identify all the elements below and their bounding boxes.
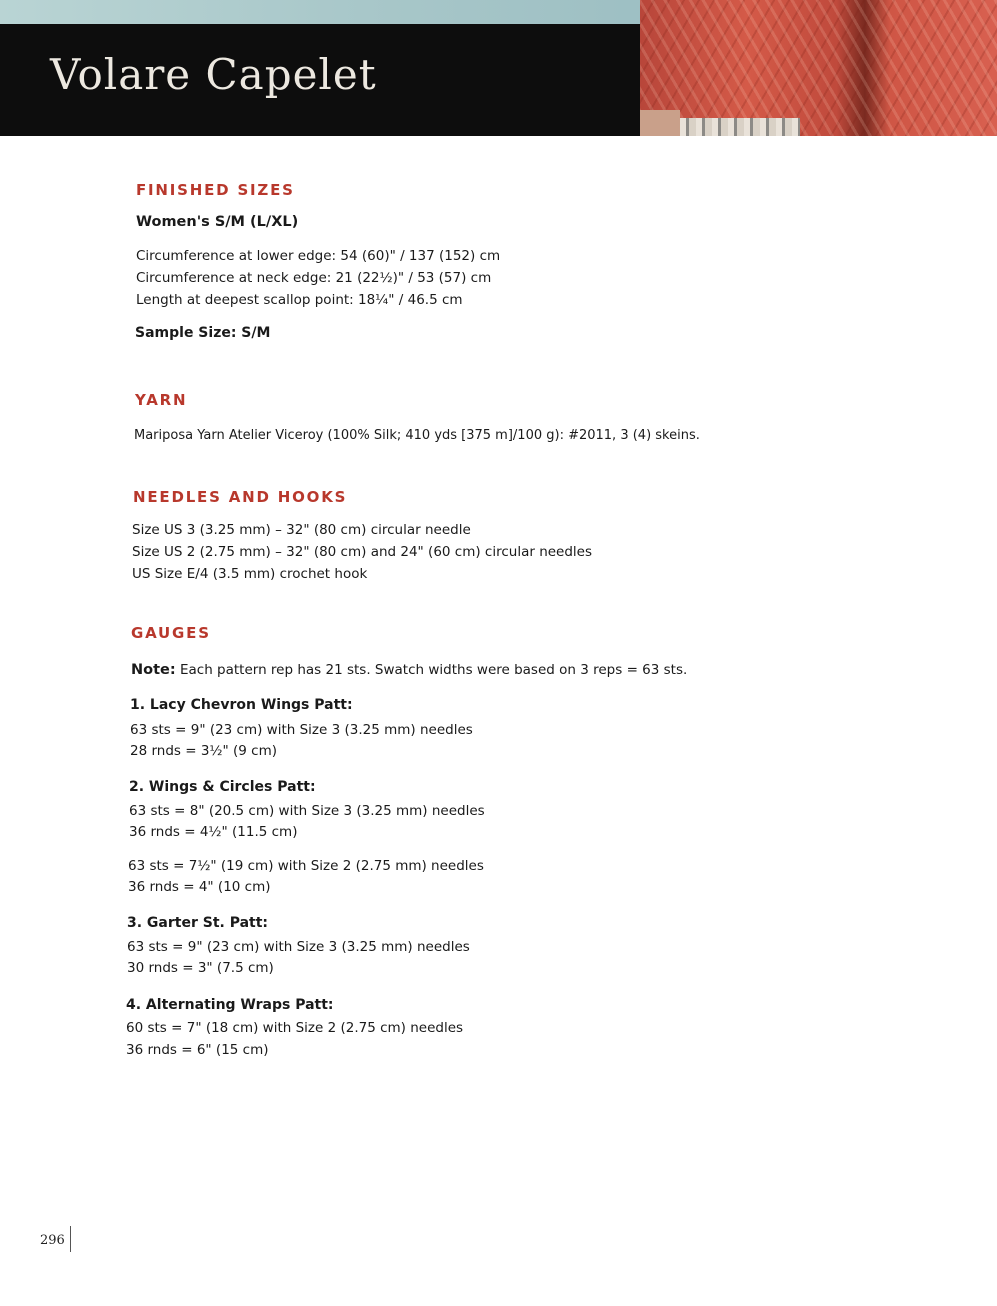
title-banner xyxy=(0,0,997,136)
gauge-line: 30 rnds = 3" (7.5 cm) xyxy=(127,960,274,976)
banner-sky-strip xyxy=(0,0,660,24)
page-number-divider xyxy=(70,1226,71,1252)
page-number: 296 xyxy=(40,1233,65,1248)
gauge-line: 28 rnds = 3½" (9 cm) xyxy=(130,743,277,759)
gauges-heading: GAUGES xyxy=(131,624,211,642)
gauge-line: 63 sts = 8" (20.5 cm) with Size 3 (3.25 mm) needles xyxy=(129,803,485,819)
yarn-heading: YARN xyxy=(135,391,188,409)
pattern-title: 3. Garter St. Patt: xyxy=(127,915,269,931)
measurement-length: Length at deepest scallop point: 18¼" / 46.5 cm xyxy=(136,292,463,308)
yarn-text: Mariposa Yarn Atelier Viceroy (100% Silk; 410 yds [375 m]/100 g): #2011, 3 (4) skeins. xyxy=(134,428,700,443)
note-label: Note: xyxy=(131,662,176,678)
pattern-title: 1. Lacy Chevron Wings Patt: xyxy=(130,697,353,713)
page-title: Volare Capelet xyxy=(50,50,377,99)
hook-item: US Size E/4 (3.5 mm) crochet hook xyxy=(132,566,368,582)
pattern-title: 2. Wings & Circles Patt: xyxy=(129,779,316,795)
gauge-line: 60 sts = 7" (18 cm) with Size 2 (2.75 cm) needles xyxy=(126,1020,464,1036)
gauge-line: 36 rnds = 6" (15 cm) xyxy=(126,1042,269,1058)
size-label: Women's S/M (L/XL) xyxy=(136,214,299,230)
gauge-line: 63 sts = 9" (23 cm) with Size 3 (3.25 mm) needles xyxy=(127,939,470,955)
gauge-line: 36 rnds = 4½" (11.5 cm) xyxy=(129,824,298,840)
note-text: Each pattern rep has 21 sts. Swatch widths were based on 3 reps = 63 sts. xyxy=(175,662,688,678)
capelet-photo xyxy=(640,0,997,136)
pattern-title: 4. Alternating Wraps Patt: xyxy=(126,997,334,1013)
measurement-lower-edge: Circumference at lower edge: 54 (60)" / 137 (152) cm xyxy=(136,248,501,264)
gauge-line: 63 sts = 9" (23 cm) with Size 3 (3.25 mm) needles xyxy=(130,722,473,738)
gauge-line: 63 sts = 7½" (19 cm) with Size 2 (2.75 mm) needles xyxy=(128,858,484,874)
photo-skirt xyxy=(680,118,800,136)
sample-size: Sample Size: S/M xyxy=(135,325,271,341)
gauge-note xyxy=(131,662,687,678)
gauge-line: 36 rnds = 4" (10 cm) xyxy=(128,879,271,895)
photo-arm xyxy=(640,110,680,136)
needle-item: Size US 3 (3.25 mm) – 32" (80 cm) circular needle xyxy=(132,522,471,538)
needles-heading: NEEDLES AND HOOKS xyxy=(133,488,348,506)
needle-item: Size US 2 (2.75 mm) – 32" (80 cm) and 24" (60 cm) circular needles xyxy=(132,544,593,560)
measurement-neck-edge: Circumference at neck edge: 21 (22½)" / 53 (57) cm xyxy=(136,270,492,286)
finished-sizes-heading: FINISHED SIZES xyxy=(136,181,295,199)
